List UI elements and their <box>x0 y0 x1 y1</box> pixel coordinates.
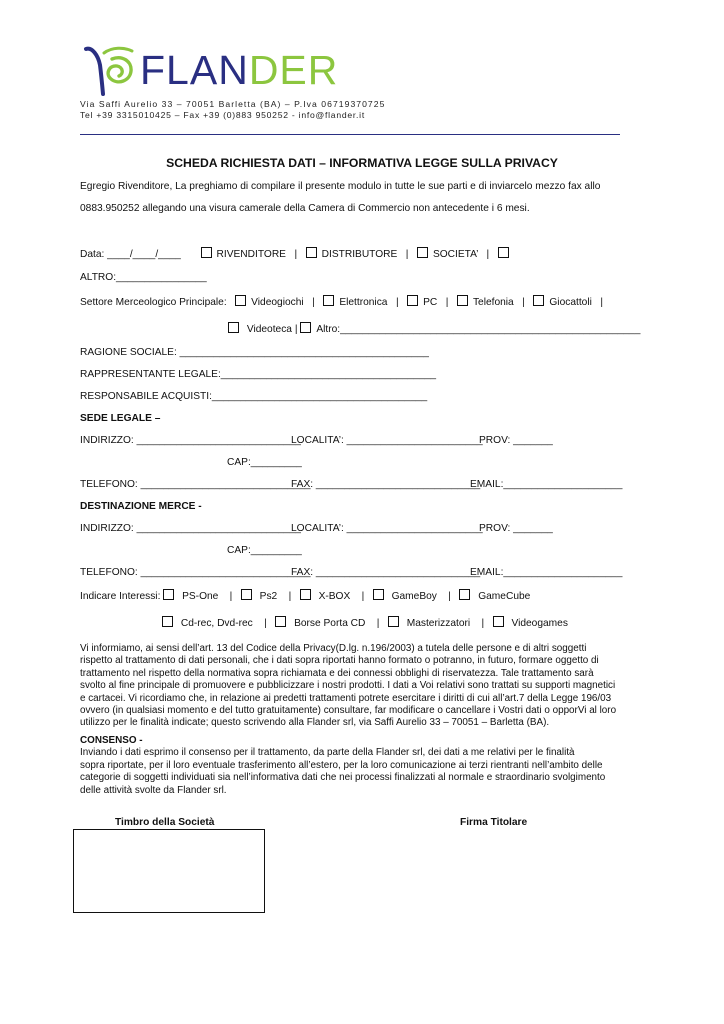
distributore-checkbox[interactable] <box>306 247 317 258</box>
rivenditore-label: RIVENDITORE <box>216 249 286 260</box>
ps2-label: Ps2 <box>259 591 278 602</box>
separator: | <box>312 297 315 308</box>
telefonia-label: Telefonia <box>472 297 514 308</box>
interessi-row <box>80 589 530 602</box>
settore-altro-field[interactable]: Altro:_____________________________________________________ <box>316 324 641 335</box>
rappresentante-legale-field[interactable]: RAPPRESENTANTE LEGALE:______________________________________ <box>80 369 437 380</box>
intro-line-1: Egregio Rivenditore, La preghiamo di compilare il presente modulo in tutte le sue parti e di inviarcelo mezzo fax allo <box>80 181 601 192</box>
consenso-line: sopra riportate, per il loro eventuale trasferimento all’estero, per la loro comunicazione ai terzi rientranti nell’ambito delle <box>80 759 603 771</box>
separator: | <box>376 618 380 629</box>
dest-indirizzo-field[interactable]: INDIRIZZO: _____________________________ <box>80 523 301 534</box>
dest-email-field[interactable]: EMAIL:_____________________ <box>470 567 623 578</box>
sede-indirizzo-field[interactable]: INDIRIZZO: _____________________________ <box>80 435 301 446</box>
pc-checkbox[interactable] <box>407 295 418 306</box>
separator: | <box>294 324 298 335</box>
sede-telefono-field[interactable]: TELEFONO: ______________________________ <box>80 479 311 490</box>
separator: | <box>405 249 409 260</box>
distributore-label: DISTRIBUTORE <box>321 249 398 260</box>
videogiochi-label: Videogiochi <box>251 297 304 308</box>
page-title: SCHEDA RICHIESTA DATI – INFORMATIVA LEGGE SULLA PRIVACY <box>166 156 558 170</box>
brand-name-b: DER <box>248 47 339 93</box>
privacy-line: ovvero (in qualsiasi momento e del tutto gratuitamente) consultare, far modificare o cancellare i Vostri dati o opporVi al loro <box>80 705 617 717</box>
borse-label: Borse Porta CD <box>294 618 366 629</box>
videogames-label: Videogames <box>511 618 568 629</box>
type-row <box>80 247 514 260</box>
separator: | <box>600 297 603 308</box>
psone-label: PS-One <box>182 591 219 602</box>
elettronica-checkbox[interactable] <box>323 295 334 306</box>
videogames-checkbox[interactable] <box>493 616 504 627</box>
separator: | <box>288 591 292 602</box>
consenso-line: categorie di soggetti individuati sia nell’informativa dati che nei processi finalizzati al normale e straordinario svolgimento <box>80 772 606 784</box>
privacy-line: trattamento nel rispetto della normativa sopra richiamata e dei connessi obblighi di riservatezza. Tale trattamento sarà <box>80 667 594 679</box>
timbro-label: Timbro della Società <box>115 817 215 828</box>
destinazione-merce-heading: DESTINAZIONE MERCE - <box>80 501 202 512</box>
sede-cap-field[interactable]: CAP:_________ <box>227 457 302 468</box>
cdrec-label: Cd-rec, Dvd-rec <box>180 618 253 629</box>
cdrec-checkbox[interactable] <box>162 616 173 627</box>
dest-cap-field[interactable]: CAP:_________ <box>227 545 302 556</box>
consenso-line: Inviando i dati esprimo il consenso per il trattamento, da parte della Flander srl, dei dati a me relativi per le finalità <box>80 747 575 759</box>
telefonia-checkbox[interactable] <box>457 295 468 306</box>
dest-prov-field[interactable]: PROV: _______ <box>479 523 553 534</box>
sede-legale-heading: SEDE LEGALE – <box>80 413 161 424</box>
sede-fax-field[interactable]: FAX: _____________________________ <box>291 479 481 490</box>
masterizzatori-checkbox[interactable] <box>388 616 399 627</box>
giocattoli-checkbox[interactable] <box>533 295 544 306</box>
societa-label: SOCIETA’ <box>432 249 479 260</box>
privacy-line: e cartacei. Vi ricordiamo che, in relazione ai predetti trattamenti potrete esercitare i diritti di cui all’art.7 della Legge 196/03 <box>80 692 612 704</box>
intro-line-2: 0883.950252 allegando una visura camerale della Camera di Commercio non antecedente i 6 mesi. <box>80 203 530 214</box>
giocattoli-label: Giocattoli <box>549 297 592 308</box>
masterizzatori-label: Masterizzatori <box>406 618 471 629</box>
privacy-line: svolto al fine principale di promuovere e pubblicizzare i nostri prodotti. I dati a Voi relativi sono trattati su supporti magnetici <box>80 680 616 692</box>
separator: | <box>229 591 233 602</box>
societa-checkbox[interactable] <box>417 247 428 258</box>
date-field[interactable]: Data: ____/____/____ <box>80 249 181 260</box>
separator: | <box>481 618 485 629</box>
ps2-checkbox[interactable] <box>241 589 252 600</box>
dest-localita-field[interactable]: LOCALITA’: ________________________ <box>291 523 483 534</box>
settore-label: Settore Merceologico Principale: <box>80 297 227 308</box>
separator: | <box>361 591 365 602</box>
sede-prov-field[interactable]: PROV: _______ <box>479 435 553 446</box>
gamecube-checkbox[interactable] <box>459 589 470 600</box>
consenso-line: delle attività svolte da Flander srl. <box>80 784 227 796</box>
privacy-paragraph <box>80 643 620 730</box>
stamp-box[interactable] <box>73 829 265 913</box>
settore-row-2 <box>228 322 640 335</box>
gameboy-label: GameBoy <box>391 591 437 602</box>
separator: | <box>448 591 451 602</box>
xbox-checkbox[interactable] <box>300 589 311 600</box>
firma-label: Firma Titolare <box>460 817 528 828</box>
privacy-line: rispetto al trattamento di dati personali, che i dati sopra riportati hanno formato o potranno, in futuro, formare oggetto di <box>80 655 599 667</box>
address-line-2: Tel +39 3315010425 – Fax +39 (0)883 950252 - info@flander.it <box>80 110 365 120</box>
separator: | <box>395 297 399 308</box>
gamecube-label: GameCube <box>478 591 531 602</box>
separator: | <box>264 618 267 629</box>
privacy-line: utilizzo per le finalità indicate; questo scrivendo alla Flander srl, via Saffi Aurelio 33 – 70051 – Barletta (BA). <box>80 717 550 729</box>
xbox-label: X-BOX <box>318 591 351 602</box>
altro-field[interactable]: ALTRO:________________ <box>80 272 207 283</box>
videogiochi-checkbox[interactable] <box>235 295 246 306</box>
privacy-line: Vi informiamo, ai sensi dell’art. 13 del Codice della Privacy(D.lg. n.196/2003) a tutela delle persone e di altri soggetti <box>80 643 587 654</box>
interessi-row-2 <box>162 616 568 629</box>
consenso-paragraph <box>80 735 620 797</box>
separator: | <box>522 297 525 308</box>
sede-localita-field[interactable]: LOCALITA’: ________________________ <box>291 435 483 446</box>
gameboy-checkbox[interactable] <box>373 589 384 600</box>
separator: | <box>445 297 449 308</box>
videoteca-checkbox[interactable] <box>228 322 239 333</box>
separator: | <box>486 249 490 260</box>
elettronica-label: Elettronica <box>339 297 388 308</box>
altro-checkbox[interactable] <box>498 247 509 258</box>
settore-altro-checkbox[interactable] <box>300 322 311 333</box>
pc-label: PC <box>423 297 438 308</box>
settore-row <box>80 295 603 308</box>
separator: | <box>294 249 298 260</box>
psone-checkbox[interactable] <box>163 589 174 600</box>
interessi-label: Indicare Interessi: <box>80 591 161 602</box>
videoteca-label: Videoteca <box>246 324 292 335</box>
address-line-1: Via Saffi Aurelio 33 – 70051 Barletta (BA) – P.Iva 06719370725 <box>80 99 386 109</box>
flander-logo-icon <box>82 45 138 97</box>
borse-checkbox[interactable] <box>275 616 286 627</box>
brand-name-a: FLAN <box>140 47 249 93</box>
consenso-heading: CONSENSO - <box>80 735 143 746</box>
responsabile-acquisti-field[interactable]: RESPONSABILE ACQUISTI:______________________________________ <box>80 391 428 402</box>
dest-fax-field[interactable]: FAX: _____________________________ <box>291 567 481 578</box>
ragione-sociale-field[interactable]: RAGIONE SOCIALE: ____________________________________________ <box>80 347 429 358</box>
sede-email-field[interactable]: EMAIL:_____________________ <box>470 479 623 490</box>
rivenditore-checkbox[interactable] <box>201 247 212 258</box>
header-divider <box>80 134 620 135</box>
dest-telefono-field[interactable]: TELEFONO: ______________________________ <box>80 567 311 578</box>
brand-name <box>140 47 339 93</box>
